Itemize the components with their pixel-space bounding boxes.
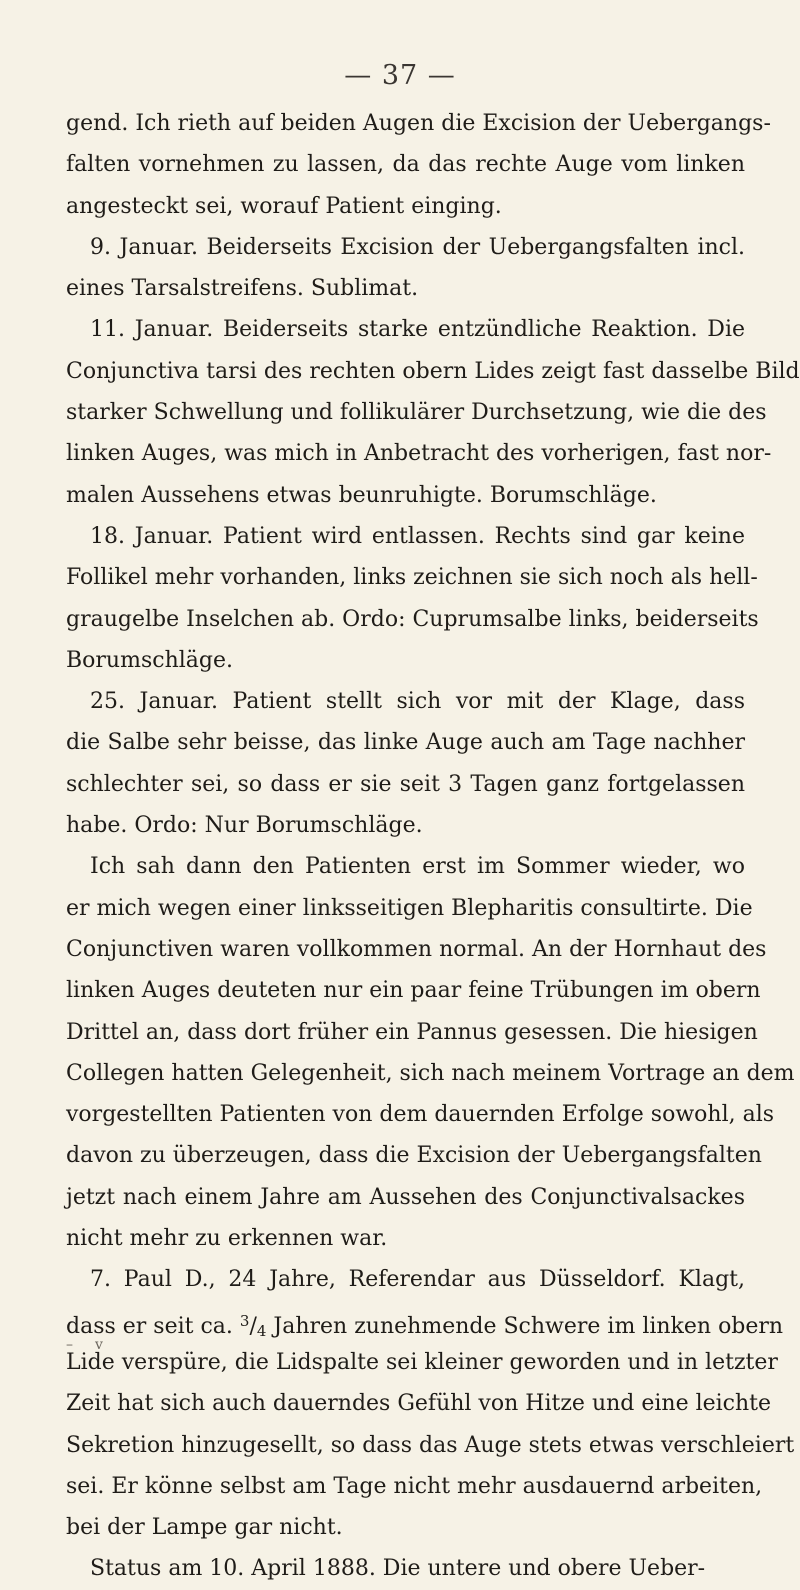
footer-marks xyxy=(66,1337,125,1353)
fraction-numerator: 3 xyxy=(239,1311,250,1330)
text-line: 9. Januar. Beiderseits Excision der Uebergangsfalten incl. xyxy=(90,234,745,260)
text-line: habe. Ordo: Nur Borumschläge. xyxy=(66,813,423,839)
text-line: 18. Januar. Patient wird entlassen. Rechts sind gar keine xyxy=(90,523,745,549)
text-line: davon zu überzeugen, dass die Excision der Uebergangsfalten xyxy=(66,1143,762,1169)
text-line: Status am 10. April 1888. Die untere und obere Ueber- xyxy=(90,1556,706,1582)
text-line: gend. Ich rieth auf beiden Augen die Excision der Uebergangs- xyxy=(66,111,771,136)
text-line: Collegen hatten Gelegenheit, sich nach meinem Vortrage an dem xyxy=(66,1060,795,1086)
fraction-denominator: 4 xyxy=(256,1321,267,1340)
page-number: — 37 — xyxy=(344,60,456,91)
text-line: graugelbe Inselchen ab. Ordo: Cuprumsalbe links, beiderseits xyxy=(66,606,759,632)
text-line: Zeit hat sich auch dauerndes Gefühl von Hitze und eine leichte xyxy=(66,1391,772,1417)
text-line: eines Tarsalstreifens. Sublimat. xyxy=(66,276,419,302)
text-line: Drittel an, dass dort früher ein Pannus gesessen. Die hiesigen xyxy=(66,1019,758,1045)
text-line: schlechter sei, so dass er sie seit 3 Tagen ganz fortgelassen xyxy=(66,771,745,797)
text-line: vorgestellten Patienten von dem dauernden Erfolge sowohl, als xyxy=(66,1102,775,1128)
footer-mark: – xyxy=(66,1337,73,1353)
text-line: er mich wegen einer linksseitigen Blepharitis consultirte. Die xyxy=(66,895,753,921)
text-line: angesteckt sei, worauf Patient einging. xyxy=(66,193,502,219)
body-text xyxy=(66,103,800,1590)
text-line: linken Auges, was mich in Anbetracht des vorherigen, fast nor- xyxy=(66,441,772,467)
text-line: jetzt nach einem Jahre am Aussehen des Conjunctivalsackes xyxy=(66,1184,745,1210)
text-line: falten vornehmen zu lassen, da das rechte Auge vom linken xyxy=(66,152,745,178)
text-line xyxy=(66,1301,784,1342)
text-line: Follikel mehr vorhanden, links zeichnen sie sich noch als hell- xyxy=(66,565,758,591)
text-line: 7. Paul D., 24 Jahre, Referendar aus Düsseldorf. Klagt, xyxy=(90,1267,745,1293)
text-line: starker Schwellung und follikulärer Durchsetzung, wie die des xyxy=(66,400,767,426)
text-line: Conjunctiva tarsi des rechten obern Lides zeigt fast dasselbe Bild xyxy=(66,358,800,384)
text-line: bei der Lampe gar nicht. xyxy=(66,1515,343,1541)
footer-mark: v xyxy=(95,1337,103,1353)
text-line: die Salbe sehr beisse, das linke Auge auch am Tage nachher xyxy=(66,730,745,756)
text-line: 11. Januar. Beiderseits starke entzündliche Reaktion. Die xyxy=(90,317,745,343)
text-line: Conjunctiven waren vollkommen normal. An der Hornhaut des xyxy=(66,936,767,962)
text-line: Borumschläge. xyxy=(66,647,233,673)
text-segment: dass er seit ca. xyxy=(66,1313,240,1339)
text-line: 25. Januar. Patient stellt sich vor mit der Klage, dass xyxy=(90,689,745,715)
text-line: Sekretion hinzugesellt, so dass das Auge stets etwas verschleiert xyxy=(66,1432,795,1458)
text-line: malen Aussehens etwas beunruhigte. Borumschläge. xyxy=(66,482,657,508)
text-line: Lide verspüre, die Lidspalte sei kleiner geworden und in letzter xyxy=(66,1349,778,1375)
fraction-slash: / xyxy=(249,1313,257,1339)
text-line: linken Auges deuteten nur ein paar feine Trübungen im obern xyxy=(66,978,761,1004)
text-line: sei. Er könne selbst am Tage nicht mehr ausdauernd arbeiten, xyxy=(66,1473,763,1499)
text-line: nicht mehr zu erkennen war. xyxy=(66,1226,388,1252)
text-segment: Jahren zunehmende Schwere im linken obern xyxy=(266,1313,784,1339)
text-line: Ich sah dann den Patienten erst im Sommer wieder, wo xyxy=(90,854,745,880)
